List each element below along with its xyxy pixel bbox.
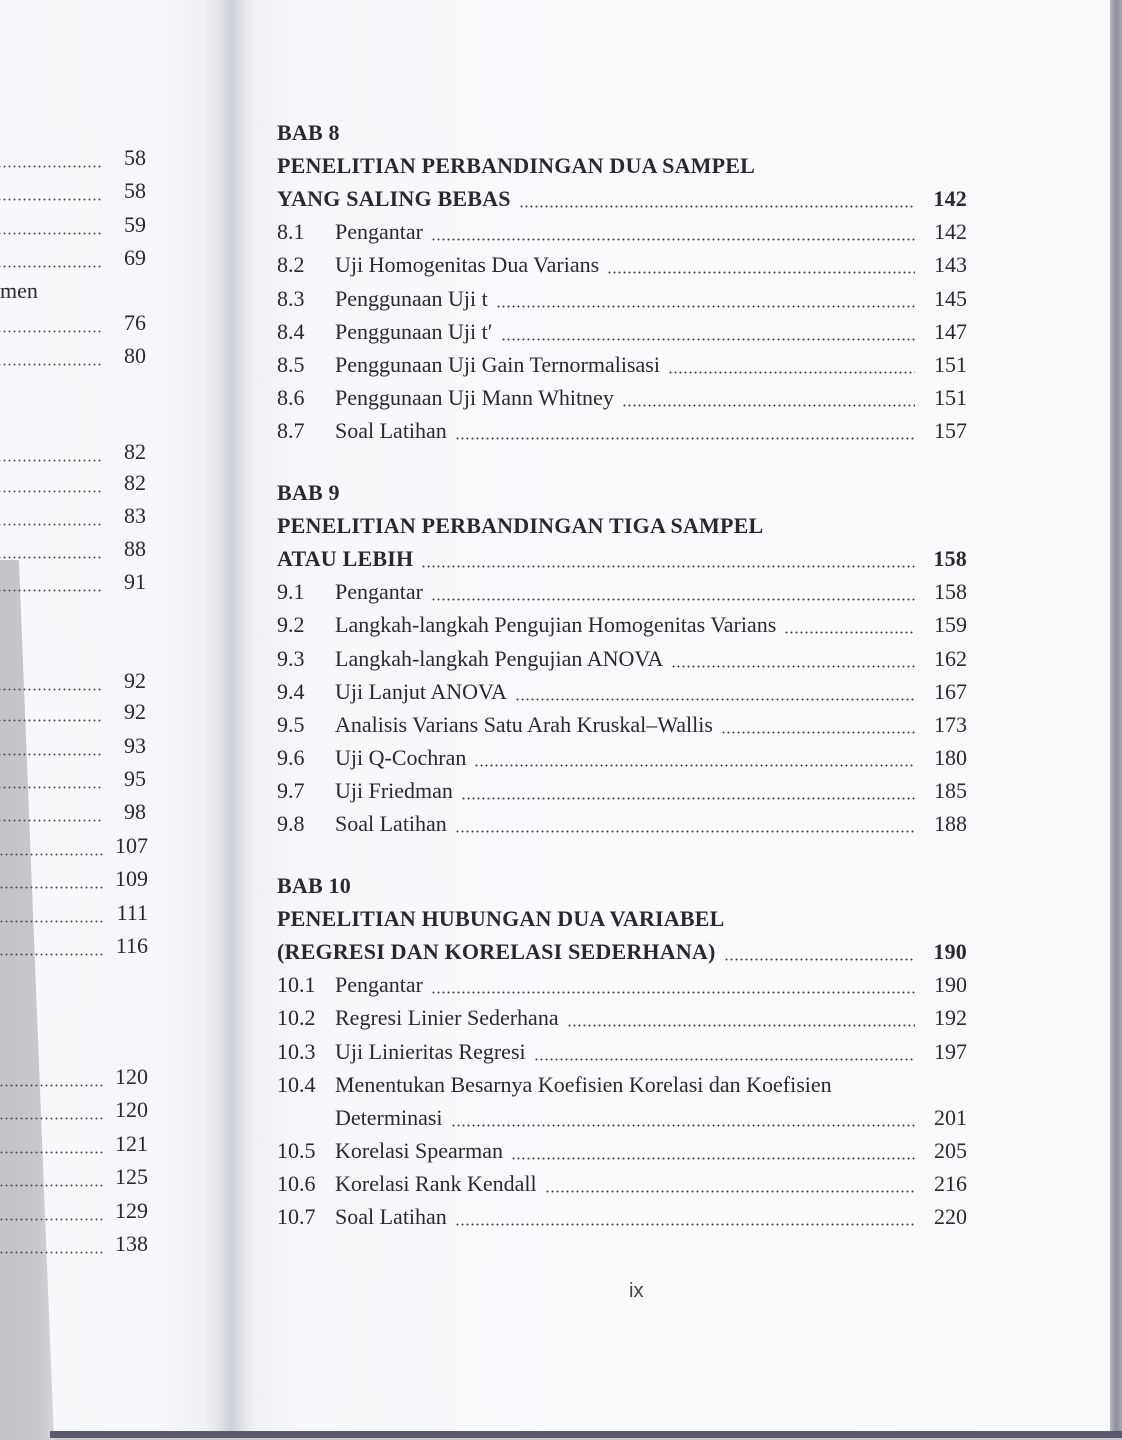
toc-entry-link[interactable] — [277, 811, 967, 841]
chapter-page-number: 158 — [933, 546, 967, 572]
section-number: 10.5 — [277, 1137, 316, 1163]
toc-entry-link[interactable] — [277, 1138, 967, 1168]
left-toc-row — [0, 866, 148, 896]
section-title: Soal Latihan — [335, 417, 447, 443]
dot-leader — [461, 797, 915, 800]
left-toc-page-number: 92 — [124, 699, 146, 724]
left-toc-row — [0, 1064, 148, 1094]
left-toc-row — [0, 799, 146, 829]
chapter-label — [277, 120, 967, 150]
left-toc-page-number: 125 — [115, 1164, 148, 1189]
section-number: 10.6 — [277, 1170, 316, 1196]
left-toc-page-number: 91 — [124, 569, 146, 594]
left-toc-page-number: 82 — [124, 439, 146, 464]
section-number: 10.4 — [277, 1071, 316, 1097]
left-toc-row — [0, 668, 146, 698]
toc-entry-link[interactable] — [277, 385, 967, 415]
dot-leader — [0, 330, 102, 333]
dot-leader — [501, 338, 915, 341]
left-toc-row — [0, 1231, 148, 1261]
section-number: 8.7 — [277, 417, 305, 443]
left-toc-row — [0, 145, 146, 175]
section-number: 9.8 — [277, 811, 305, 836]
dot-leader — [0, 753, 102, 756]
section-title: Langkah-langkah Pengujian ANOVA — [335, 645, 664, 671]
toc-entry-link[interactable] — [277, 1039, 967, 1069]
left-toc-row — [0, 439, 146, 469]
chapter-label-text: BAB 9 — [277, 480, 340, 505]
chapter-title-text: YANG SALING BEBAS — [277, 186, 511, 212]
section-page-number: 147 — [934, 318, 967, 344]
section-title: Penggunaan Uji Gain Ternormalisasi — [335, 351, 660, 377]
toc-entry-link[interactable] — [277, 418, 967, 448]
dot-leader — [567, 1024, 915, 1027]
left-toc-row — [0, 536, 146, 566]
toc-entry-link[interactable] — [277, 579, 967, 609]
dot-leader — [0, 819, 102, 822]
left-toc-page-number: 138 — [115, 1231, 148, 1256]
section-number: 10.2 — [277, 1005, 316, 1031]
left-toc-page-number: 88 — [124, 536, 146, 561]
section-title: Pengantar — [335, 579, 423, 605]
dot-leader — [721, 731, 915, 734]
dot-leader — [519, 205, 915, 208]
chapter-title-entry-link[interactable] — [277, 939, 967, 969]
left-toc-row — [0, 212, 146, 242]
chapter-title-text: PENELITIAN PERBANDINGAN DUA SAMPEL — [277, 153, 756, 179]
chapter-title-line — [277, 906, 967, 936]
toc-entry-link[interactable] — [277, 1005, 967, 1035]
section-page-number: 162 — [934, 645, 967, 671]
section-number: 10.3 — [277, 1038, 316, 1064]
chapter-title-text: PENELITIAN HUBUNGAN DUA VARIABEL — [277, 906, 725, 932]
section-page-number: 173 — [934, 711, 967, 737]
toc-entry-link[interactable] — [277, 1171, 967, 1201]
left-toc-page-number: 83 — [124, 503, 146, 528]
left-toc-row — [0, 733, 146, 763]
left-toc-row — [0, 1164, 148, 1194]
section-number: 8.4 — [277, 318, 305, 344]
dot-leader — [0, 886, 104, 889]
section-title: Penggunaan Uji Mann Whitney — [335, 384, 614, 410]
toc-entry-link[interactable] — [277, 778, 967, 808]
section-page-number: 142 — [934, 219, 967, 245]
toc-entry-link[interactable] — [277, 972, 967, 1002]
dot-leader — [0, 1218, 104, 1221]
left-toc-page-number: 59 — [124, 212, 146, 237]
left-toc-page-number: 93 — [124, 733, 146, 758]
section-number: 9.5 — [277, 711, 305, 737]
left-toc-page-number: 95 — [124, 766, 146, 791]
toc-entry-link[interactable] — [277, 352, 967, 382]
section-page-number: 197 — [934, 1038, 967, 1064]
toc-entry-link[interactable] — [277, 646, 967, 676]
left-toc-row — [0, 178, 146, 208]
chapter-title-entry-link[interactable] — [277, 546, 967, 576]
section-title: Pengantar — [335, 219, 423, 245]
left-toc-page-number: 58 — [124, 178, 146, 203]
dot-leader — [0, 265, 102, 268]
left-toc-page-number: 107 — [115, 833, 148, 858]
left-toc-row — [0, 1097, 148, 1127]
left-toc-row — [0, 310, 146, 340]
dot-leader — [622, 404, 915, 407]
section-title: Uji Lanjut ANOVA — [335, 678, 507, 704]
dot-leader — [671, 665, 915, 668]
section-number: 8.5 — [277, 351, 305, 377]
section-page-number: 190 — [934, 972, 967, 998]
dot-leader — [534, 1058, 915, 1061]
chapter-label — [277, 873, 967, 903]
section-page-number: 151 — [934, 384, 967, 410]
chapter-title-text: (REGRESI DAN KORELASI SEDERHANA) — [277, 939, 716, 965]
section-page-number: 143 — [934, 252, 967, 278]
left-toc-page-number: 109 — [115, 866, 148, 891]
left-toc-row — [0, 1131, 148, 1161]
toc-entry-link[interactable] — [277, 219, 967, 249]
section-number: 9.2 — [277, 612, 305, 638]
dot-leader — [431, 991, 915, 994]
toc-entry-link[interactable] — [277, 612, 967, 642]
left-toc-row — [0, 699, 146, 729]
section-number: 10.1 — [277, 972, 316, 998]
toc-entry-link[interactable] — [277, 1072, 967, 1102]
section-title: Regresi Linier Sederhana — [335, 1005, 559, 1031]
dot-leader — [0, 853, 104, 856]
left-toc-page-number: 92 — [124, 668, 146, 693]
right-page-edge — [1110, 0, 1122, 1438]
dot-leader — [0, 953, 104, 956]
section-title: Penggunaan Uji t — [335, 285, 488, 311]
section-page-number: 158 — [934, 579, 967, 605]
left-toc-row — [0, 766, 146, 796]
toc-entry-link[interactable] — [277, 286, 967, 316]
scanner-bottom-edge — [50, 1431, 1122, 1438]
section-title: Analisis Varians Satu Arah Kruskal–Wallis — [335, 711, 713, 737]
chapter-title-line — [277, 153, 967, 183]
section-page-number: 159 — [934, 612, 967, 638]
dot-leader — [431, 598, 915, 601]
section-page-number: 157 — [934, 417, 967, 443]
dot-leader — [451, 1124, 915, 1127]
dot-leader — [0, 490, 102, 493]
section-number: 8.6 — [277, 384, 305, 410]
dot-leader — [0, 198, 102, 201]
left-toc-row — [0, 470, 146, 500]
left-toc-page-number: 120 — [115, 1064, 148, 1089]
dot-leader — [0, 1184, 104, 1187]
section-title: Penggunaan Uji t′ — [335, 318, 493, 344]
section-title: Soal Latihan — [335, 811, 447, 836]
section-page-number: 205 — [934, 1137, 967, 1163]
section-title: Uji Linieritas Regresi — [335, 1038, 526, 1064]
dot-leader — [455, 1223, 915, 1226]
dot-leader — [0, 920, 104, 923]
left-toc-row — [0, 1198, 148, 1228]
left-toc-page-number: 98 — [124, 799, 146, 824]
dot-leader — [0, 719, 102, 722]
left-toc-page-number: 116 — [115, 933, 148, 958]
dot-leader — [474, 764, 915, 767]
section-number: 9.6 — [277, 744, 305, 770]
chapter-label — [277, 480, 967, 510]
section-number: 9.7 — [277, 777, 305, 803]
left-toc-row — [0, 569, 146, 599]
dot-leader — [784, 631, 915, 634]
dot-leader — [0, 1117, 104, 1120]
chapter-page-number: 190 — [933, 939, 967, 965]
dot-leader — [0, 589, 102, 592]
toc-entry-link[interactable] — [277, 712, 967, 742]
left-toc-page-number: 120 — [115, 1097, 148, 1122]
section-page-number: 201 — [934, 1104, 967, 1130]
dot-leader — [515, 698, 915, 701]
dot-leader — [607, 271, 915, 274]
dot-leader — [0, 786, 102, 789]
toc-entry-link[interactable] — [277, 1204, 967, 1234]
dot-leader — [496, 305, 915, 308]
section-number: 9.1 — [277, 579, 305, 605]
section-page-number: 220 — [934, 1204, 967, 1229]
left-toc-page-number: 80 — [124, 343, 146, 368]
dot-leader — [0, 1151, 104, 1154]
section-page-number: 167 — [934, 678, 967, 704]
left-fragment-text: men — [0, 278, 38, 303]
left-toc-page-number: 58 — [124, 145, 146, 170]
left-toc-row — [0, 933, 148, 963]
dot-leader — [668, 371, 915, 374]
section-number: 8.3 — [277, 285, 305, 311]
section-title: Langkah-langkah Pengujian Homogenitas Varians — [335, 612, 777, 638]
left-toc-row — [0, 833, 148, 863]
section-title: Menentukan Besarnya Koefisien Korelasi dan Koefisien — [335, 1071, 832, 1097]
section-number: 8.2 — [277, 252, 305, 278]
left-toc-page-number: 69 — [124, 245, 146, 270]
section-title: Pengantar — [335, 972, 423, 998]
section-number: 8.1 — [277, 219, 305, 245]
dot-leader — [0, 523, 102, 526]
section-number: 9.3 — [277, 645, 305, 671]
dot-leader — [421, 565, 915, 568]
section-page-number: 188 — [934, 811, 967, 836]
dot-leader — [545, 1190, 915, 1193]
chapter-page-number: 142 — [933, 186, 967, 212]
book-gutter — [218, 0, 258, 1432]
dot-leader — [511, 1157, 915, 1160]
chapter-title-text: PENELITIAN PERBANDINGAN TIGA SAMPEL — [277, 513, 764, 539]
chapter-title-line — [277, 513, 967, 543]
dot-leader — [0, 232, 102, 235]
dot-leader — [455, 830, 915, 833]
toc-entry-link[interactable] — [277, 745, 967, 775]
dot-leader — [0, 363, 102, 366]
section-title: Korelasi Rank Kendall — [335, 1170, 537, 1196]
dot-leader — [0, 556, 102, 559]
left-toc-row — [0, 245, 146, 275]
section-number: 9.4 — [277, 678, 305, 704]
dot-leader — [0, 459, 102, 462]
section-page-number: 180 — [934, 744, 967, 770]
chapter-title-entry-link[interactable] — [277, 186, 967, 216]
section-title: Soal Latihan — [335, 1204, 447, 1229]
left-toc-row — [0, 343, 146, 373]
dot-leader — [431, 238, 915, 241]
left-toc-page-number: 129 — [115, 1198, 148, 1223]
section-page-number: 192 — [934, 1005, 967, 1031]
dot-leader — [0, 688, 102, 691]
section-page-number: 185 — [934, 777, 967, 803]
dot-leader — [455, 437, 915, 440]
section-page-number: 151 — [934, 351, 967, 377]
section-page-number: 216 — [934, 1170, 967, 1196]
dot-leader — [0, 1084, 104, 1087]
left-toc-page-number: 76 — [124, 310, 146, 335]
dot-leader — [724, 958, 915, 961]
left-toc-page-number: 111 — [116, 900, 148, 925]
section-title: Uji Q-Cochran — [335, 744, 467, 770]
left-toc-row — [0, 900, 148, 930]
chapter-label-text: BAB 10 — [277, 873, 351, 898]
section-title: Uji Friedman — [335, 777, 453, 803]
chapter-title-text: ATAU LEBIH — [277, 546, 414, 572]
section-page-number: 145 — [934, 285, 967, 311]
dot-leader — [0, 1251, 104, 1254]
toc-entry-link[interactable] — [277, 679, 967, 709]
section-title-continuation: Determinasi — [335, 1104, 443, 1130]
left-toc-page-number: 82 — [124, 470, 146, 495]
left-toc-row — [0, 503, 146, 533]
chapter-label-text: BAB 8 — [277, 120, 340, 145]
section-title: Korelasi Spearman — [335, 1137, 503, 1163]
section-number: 10.7 — [277, 1204, 316, 1229]
left-toc-page-number: 121 — [115, 1131, 148, 1156]
section-title: Uji Homogenitas Dua Varians — [335, 252, 600, 278]
page-folio: ix — [629, 1280, 644, 1302]
dot-leader — [0, 165, 102, 168]
toc-entry-link[interactable] — [277, 252, 967, 282]
toc-entry-link[interactable] — [277, 319, 967, 349]
toc-entry-continuation — [277, 1105, 967, 1135]
